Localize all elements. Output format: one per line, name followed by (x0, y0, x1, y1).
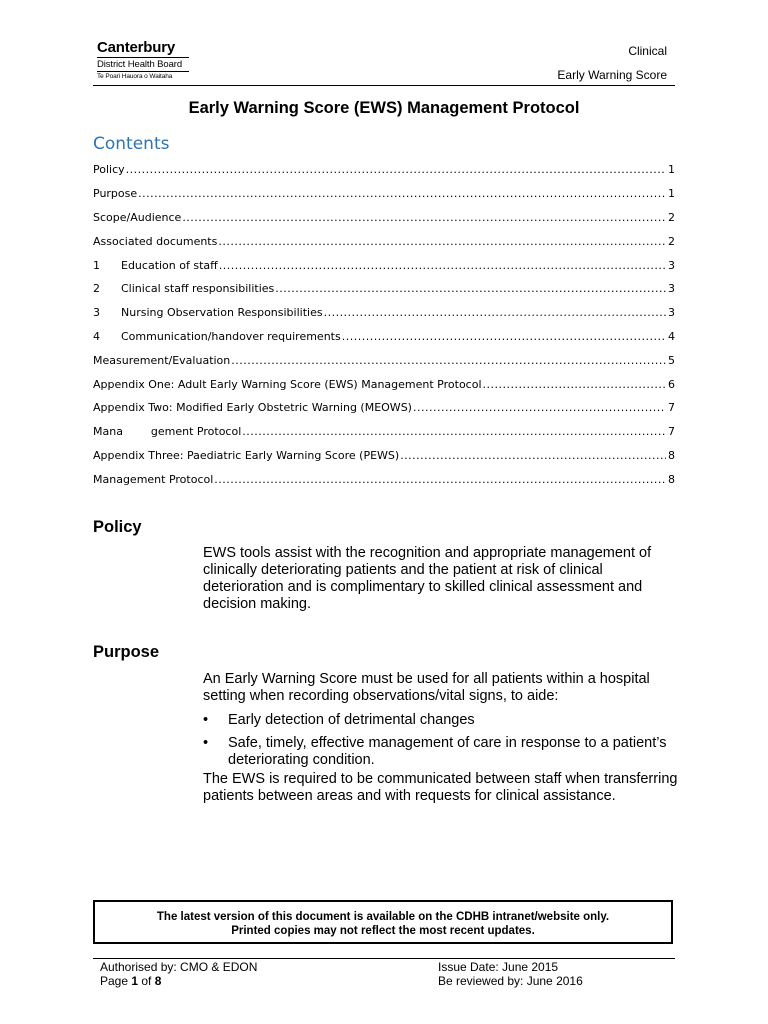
toc-entry-page: 8 (668, 472, 675, 486)
toc-leader-dots (182, 211, 666, 224)
document-title: Early Warning Score (EWS) Management Protocol (188, 99, 580, 117)
toc-leader-dots (219, 259, 666, 272)
cdhb-logo (97, 40, 189, 81)
toc-entry-label: Policy (93, 163, 125, 177)
toc-leader-dots (218, 235, 666, 248)
table-of-contents (93, 158, 675, 491)
toc-entry-label: Appendix One: Adult Early Warning Score (EWS) Management Protocol (93, 377, 482, 391)
toc-entry-label: Appendix Three: Paediatric Early Warning Score (PEWS) (93, 448, 400, 462)
toc-entry-number: 3 (93, 306, 100, 320)
page-prefix: Page (100, 974, 132, 988)
toc-leader-dots (275, 282, 666, 295)
list-item (203, 735, 681, 769)
policy-text: EWS tools assist with the recognition and appropriate management of clinically deteriorating patients and the patient at risk of clinical deterioration and is complimentary to skilled clinical assessment and decision making. (203, 545, 652, 612)
toc-entry-label: Clinical staff responsibilities (121, 282, 275, 296)
bullet-icon: • (203, 712, 209, 728)
toc-entry-management-protocol-meows[interactable] (93, 420, 675, 444)
footer-divider (93, 958, 675, 959)
bullet-text: Safe, timely, effective management of care in response to a patient’s deteriorating condition. (228, 735, 667, 768)
toc-entry-label: Education of staff (121, 258, 218, 272)
toc-entry-appendix-three[interactable] (93, 444, 675, 468)
policy-heading: Policy (93, 518, 142, 536)
logo-name: Canterbury (97, 39, 176, 56)
header-category: Clinical (628, 44, 667, 58)
page-current: 1 (131, 974, 139, 988)
notice-line-2: Printed copies may not reflect the most recent updates. (231, 925, 535, 937)
toc-leader-dots (138, 187, 666, 200)
toc-entry-policy[interactable] (93, 158, 675, 182)
toc-entry-number: 4 (93, 329, 100, 343)
toc-entry-label: Scope/Audience (93, 210, 182, 224)
purpose-closing: The EWS is required to be communicated between staff when transferring patients between areas and with requests for clinical assistance. (203, 771, 678, 804)
purpose-intro: An Early Warning Score must be used for all patients within a hospital setting when recording observations/vital signs, to aide: (203, 671, 650, 704)
footer-issue-date: Issue Date: June 2015 (438, 960, 559, 974)
toc-entry-page: 1 (668, 187, 675, 201)
toc-entry-number: 1 (93, 258, 100, 272)
bullet-text: Early detection of detrimental changes (228, 712, 475, 728)
toc-entry-label: Appendix Two: Modified Early Obstetric Warning (MEOWS) (93, 401, 412, 415)
toc-entry-page: 2 (668, 234, 675, 248)
toc-entry-page: 6 (668, 377, 675, 391)
toc-leader-dots (413, 401, 666, 414)
page-total: 8 (154, 974, 162, 988)
toc-entry-clinical-staff[interactable] (93, 277, 675, 301)
toc-entry-number: 2 (93, 282, 100, 296)
toc-entry-communication[interactable] (93, 325, 675, 349)
page-of: of (138, 974, 155, 988)
toc-leader-dots (324, 306, 666, 319)
toc-entry-page: 4 (668, 329, 675, 343)
toc-entry-label: Management Protocol (93, 472, 214, 486)
toc-leader-dots (400, 449, 666, 462)
toc-entry-page: 3 (668, 282, 675, 296)
toc-entry-page: 2 (668, 210, 675, 224)
header-divider (93, 85, 675, 86)
toc-leader-dots (214, 473, 666, 486)
toc-entry-purpose[interactable] (93, 182, 675, 206)
toc-entry-label: Purpose (93, 187, 138, 201)
toc-entry-page: 5 (668, 353, 675, 367)
purpose-heading: Purpose (93, 643, 160, 661)
footer-review-date: Be reviewed by: June 2016 (438, 974, 583, 988)
logo-subtitle: District Health Board (97, 57, 189, 70)
toc-entry-label: Communication/handover requirements (121, 329, 341, 343)
toc-entry-label: Associated documents (93, 234, 218, 248)
notice-line-1: The latest version of this document is available on the CDHB intranet/website only. (156, 911, 610, 923)
version-notice-box (93, 900, 673, 944)
toc-leader-dots (342, 330, 666, 343)
toc-entry-appendix-one[interactable] (93, 372, 675, 396)
toc-leader-dots (483, 378, 666, 391)
logo-maori-text: Te Poari Hauora o Waitaha (97, 71, 189, 81)
toc-entry-page: 1 (668, 163, 675, 177)
toc-entry-measurement[interactable] (93, 348, 675, 372)
toc-entry-education[interactable] (93, 253, 675, 277)
toc-entry-page: 7 (668, 401, 675, 415)
toc-leader-dots (242, 425, 666, 438)
toc-leader-dots (126, 163, 666, 176)
toc-entry-page: 8 (668, 448, 675, 462)
footer-authorised: Authorised by: CMO & EDON (100, 960, 258, 974)
toc-entry-management-protocol-pews[interactable] (93, 467, 675, 491)
toc-entry-scope[interactable] (93, 206, 675, 230)
toc-entry-associated-documents[interactable] (93, 229, 675, 253)
list-item (203, 712, 681, 729)
toc-entry-page: 7 (668, 425, 675, 439)
purpose-bullet-list (203, 712, 681, 775)
contents-heading: Contents (93, 134, 170, 154)
toc-entry-page: 3 (668, 258, 675, 272)
toc-entry-page: 3 (668, 306, 675, 320)
toc-entry-nursing-observation[interactable] (93, 301, 675, 325)
toc-entry-appendix-two[interactable] (93, 396, 675, 420)
bullet-icon: • (203, 735, 209, 751)
footer-page-number (100, 974, 161, 989)
toc-entry-label: Nursing Observation Responsibilities (121, 306, 323, 320)
toc-leader-dots (231, 354, 666, 367)
toc-entry-label: Measurement/Evaluation (93, 353, 231, 367)
header-topic: Early Warning Score (557, 68, 667, 82)
toc-entry-label: Mana gement Protocol (93, 425, 242, 439)
